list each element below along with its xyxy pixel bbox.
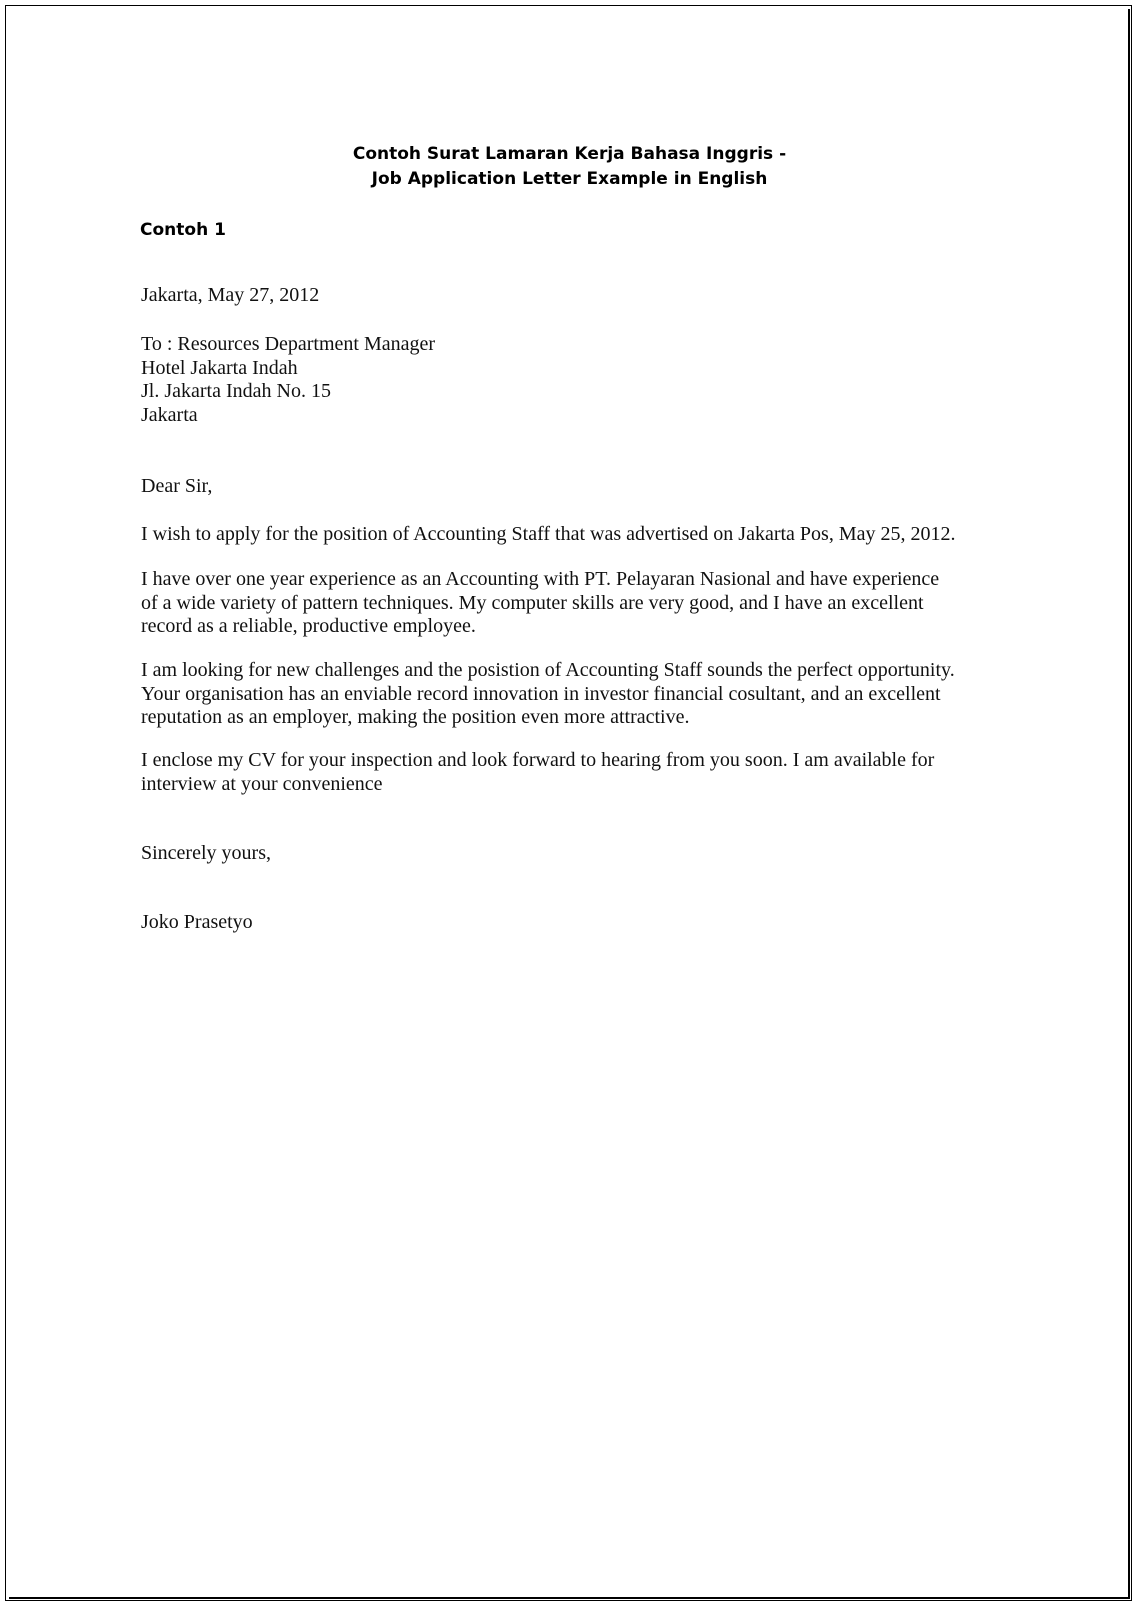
paragraph-line: I enclose my CV for your inspection and look forward to hearing from you soon. I am available for bbox=[141, 749, 935, 771]
paragraph-line: interview at your convenience bbox=[141, 772, 383, 795]
paragraph-3 bbox=[141, 659, 955, 730]
salutation bbox=[141, 475, 212, 499]
document-title-line-1: Contoh Surat Lamaran Kerja Bahasa Inggris - bbox=[352, 144, 787, 164]
paragraph-line: record as a reliable, productive employee. bbox=[141, 615, 476, 637]
example-label: Contoh 1 bbox=[140, 220, 226, 240]
date-line: Jakarta, May 27, 2012 bbox=[141, 284, 320, 306]
signature-line: Joko Prasetyo bbox=[141, 911, 253, 933]
recipient-address bbox=[141, 333, 435, 427]
closing bbox=[141, 842, 271, 866]
recipient-line: Jl. Jakarta Indah No. 15 bbox=[141, 380, 331, 402]
recipient-line: To : Resources Department Manager bbox=[141, 333, 436, 355]
document-title-line-2: Job Application Letter Example in English bbox=[371, 169, 768, 189]
paragraph-4 bbox=[141, 749, 934, 796]
signature-name bbox=[141, 911, 253, 935]
paragraph-1 bbox=[141, 523, 956, 547]
recipient-line: Jakarta bbox=[141, 403, 198, 426]
paragraph-line: of a wide variety of pattern techniques. My computer skills are very good, and I have an excellent bbox=[141, 591, 924, 614]
page-border-shadow bbox=[9, 9, 1130, 1599]
recipient-line: Hotel Jakarta Indah bbox=[141, 356, 298, 379]
paragraph-2 bbox=[141, 568, 939, 639]
closing-line: Sincerely yours, bbox=[141, 842, 271, 864]
paragraph-line: I am looking for new challenges and the posistion of Accounting Staff sounds the perfect opportunity. bbox=[141, 659, 955, 681]
paragraph-line: I have over one year experience as an Accounting with PT. Pelayaran Nasional and have experience bbox=[141, 568, 940, 590]
paragraph-line: Your organisation has an enviable record innovation in investor financial cosultant, and an excellent bbox=[141, 682, 941, 705]
paragraph-line: I wish to apply for the position of Accounting Staff that was advertised on Jakarta Pos, May 25, 2012. bbox=[141, 523, 956, 545]
letter-date bbox=[141, 284, 319, 308]
paragraph-line: reputation as an employer, making the position even more attractive. bbox=[141, 706, 690, 728]
salutation-line: Dear Sir, bbox=[141, 475, 213, 497]
